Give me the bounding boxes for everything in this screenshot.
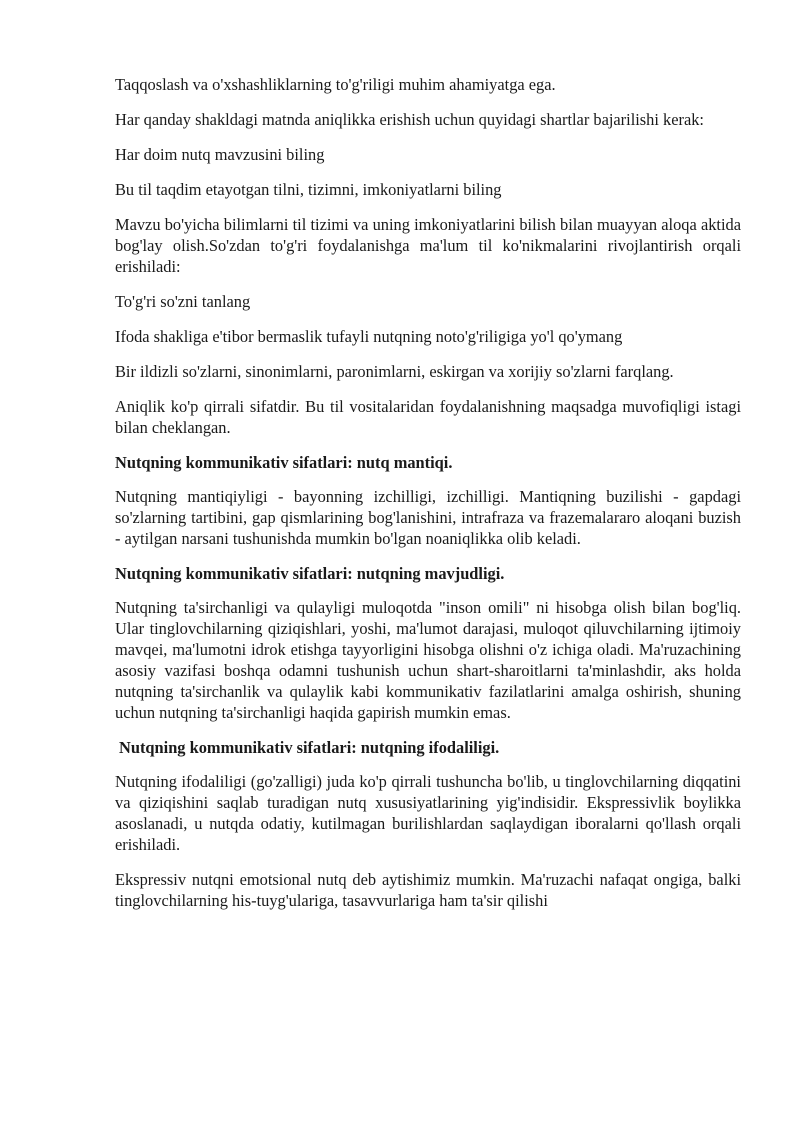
paragraph: Aniqlik ko'p qirrali sifatdir. Bu til vositalaridan foydalanishning maqsadga muvofiqligi istagi bilan cheklangan. xyxy=(115,397,741,437)
paragraph: Nutqning ta'sirchanligi va qulayligi muloqotda "inson omili" ni hisobga olish bilan bog'liq. Ular tinglovchilarning qiziqishlari, yoshi, ma'lumot darajasi, muloqot qiluvchilarning ijtimoiy mavqei, ma'lumotni idrok etishga tayyorligini hisobga olishni o'z ichiga oladi. Ma'ruzachining asosiy vazifasi boshqa odamni tushunish uchun shart-sharoitlarni ta'minlashdir, aks holda nutqning ta'sirchanlik va qulaylik kabi kommunikativ fazilatlarini amalga oshirish, shuning uchun nutqning ta'sirchanligi haqida gapirish mumkin emas. xyxy=(115,598,741,722)
section-heading: Nutqning kommunikativ sifatlari: nutq mantiqi. xyxy=(115,453,453,472)
paragraph: Bu til taqdim etayotgan tilni, tizimni, imkoniyatlarni biling xyxy=(115,180,502,199)
paragraph: Bir ildizli so'zlarni, sinonimlarni, paronimlarni, eskirgan va xorijiy so'zlarni farqlang. xyxy=(115,362,674,381)
paragraph: Ifoda shakliga e'tibor bermaslik tufayli nutqning noto'g'riligiga yo'l qo'ymang xyxy=(115,327,623,346)
paragraph: Nutqning ifodaliligi (go'zalligi) juda ko'p qirrali tushuncha bo'lib, u tinglovchilarning diqqatini va qiziqishini saqlab turadigan nutq xususiyatlarining yig'indisidir. Ekspressivlik boylikka asoslanadi, u nutqda odatiy, kutilmagan burilishlardan saqlaydigan iboralarni qo'llash orqali erishiladi. xyxy=(115,772,741,854)
paragraph: Mavzu bo'yicha bilimlarni til tizimi va uning imkoniyatlarini bilish bilan muayyan aloqa aktida bog'lay olish.So'zdan to'g'ri foydalanishga ma'lum til ko'nikmalarini rivojlantirish orqali erishiladi: xyxy=(115,215,741,276)
paragraph: Har qanday shakldagi matnda aniqlikka erishish uchun quyidagi shartlar bajarilishi kerak: xyxy=(115,110,704,129)
section-heading: Nutqning kommunikativ sifatlari: nutqning mavjudligi. xyxy=(115,564,505,583)
paragraph: Har doim nutq mavzusini biling xyxy=(115,145,325,164)
paragraph: Taqqoslash va o'xshashliklarning to'g'riligi muhim ahamiyatga ega. xyxy=(115,75,556,94)
paragraph: Ekspressiv nutqni emotsional nutq deb aytishimiz mumkin. Ma'ruzachi nafaqat ongiga, balki tinglovchilarning his-tuyg'ulariga, tasavvurlariga ham ta'sir qilishi xyxy=(115,870,741,910)
paragraph: To'g'ri so'zni tanlang xyxy=(115,292,251,311)
paragraph: Nutqning mantiqiyligi - bayonning izchilligi, izchilligi. Mantiqning buzilishi - gapdagi so'zlarning tartibini, gap qismlarining bog'lanishini, intrafraza va frazemalararo aloqani buzish - aytilgan narsani tushunishda mumkin bo'lgan noaniqlikka olib keladi. xyxy=(115,487,741,548)
document-body xyxy=(115,74,741,925)
section-heading: Nutqning kommunikativ sifatlari: nutqning ifodaliligi. xyxy=(119,738,500,757)
